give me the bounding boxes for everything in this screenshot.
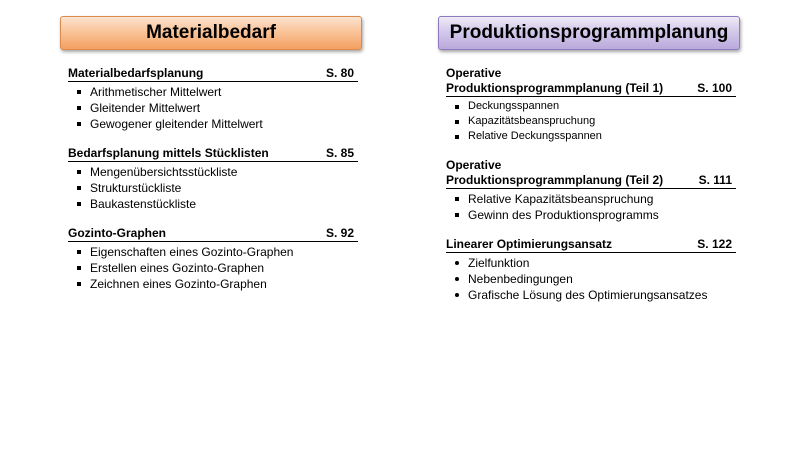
section-linearer-optimierungsansatz bbox=[446, 237, 736, 303]
list-item-text: Deckungsspannen bbox=[468, 100, 560, 112]
square-bullet-icon bbox=[455, 105, 459, 109]
list-item bbox=[68, 196, 358, 212]
list-item-text: Arithmetischer Mittelwert bbox=[90, 85, 222, 99]
list-item bbox=[446, 99, 736, 114]
section-title: Produktionsprogrammplanung (Teil 1) bbox=[446, 81, 664, 95]
section-heading bbox=[68, 226, 358, 242]
list-item bbox=[68, 244, 358, 260]
list-item-text: Gewinn des Produktionsprogramms bbox=[468, 208, 659, 222]
section-page: S. 100 bbox=[697, 81, 732, 95]
section-operative-teil-1 bbox=[446, 66, 736, 144]
list-item-text: Strukturstückliste bbox=[90, 181, 182, 195]
section-page: S. 80 bbox=[325, 66, 354, 80]
square-bullet-icon bbox=[455, 197, 459, 201]
header-materialbedarf-label: Materialbedarf bbox=[146, 22, 276, 43]
round-bullet-icon bbox=[455, 293, 459, 297]
section-heading bbox=[446, 237, 736, 253]
list-item-text: Gewogener gleitender Mittelwert bbox=[90, 117, 263, 131]
round-bullet-icon bbox=[455, 261, 459, 265]
list-item-text: Eigenschaften eines Gozinto-Graphen bbox=[90, 245, 294, 259]
list-item-text: Gleitender Mittelwert bbox=[90, 101, 201, 115]
list-item-text: Nebenbedingungen bbox=[468, 272, 573, 286]
square-bullet-icon bbox=[77, 186, 81, 190]
list-item bbox=[68, 100, 358, 116]
list-item bbox=[68, 180, 358, 196]
square-bullet-icon bbox=[77, 202, 81, 206]
section-title: Produktionsprogrammplanung (Teil 2) bbox=[446, 173, 664, 187]
list-item-text: Zeichnen eines Gozinto-Graphen bbox=[90, 277, 267, 291]
square-bullet-icon bbox=[77, 170, 81, 174]
section-bedarfsplanung-stuecklisten bbox=[68, 146, 358, 212]
section-page: S. 85 bbox=[325, 146, 354, 160]
square-bullet-icon bbox=[77, 266, 81, 270]
list-item-text: Relative Deckungsspannen bbox=[468, 130, 602, 142]
square-bullet-icon bbox=[455, 120, 459, 124]
list-item bbox=[446, 129, 736, 144]
header-produktionsprogrammplanung bbox=[438, 16, 740, 50]
section-page: S. 122 bbox=[697, 237, 732, 251]
section-pre-title: Operative bbox=[446, 66, 502, 80]
section-heading bbox=[446, 81, 736, 97]
list-item-text: Zielfunktion bbox=[468, 256, 530, 270]
section-gozinto-graphen bbox=[68, 226, 358, 292]
round-bullet-icon bbox=[455, 277, 459, 281]
square-bullet-icon bbox=[77, 122, 81, 126]
list-item bbox=[446, 287, 736, 303]
list-item bbox=[446, 255, 736, 271]
list-item bbox=[446, 207, 736, 223]
list-item bbox=[68, 260, 358, 276]
section-title: Bedarfsplanung mittels Stücklisten bbox=[68, 146, 269, 160]
square-bullet-icon bbox=[455, 135, 459, 139]
square-bullet-icon bbox=[77, 90, 81, 94]
list-item bbox=[446, 114, 736, 129]
item-list bbox=[68, 84, 358, 132]
section-heading bbox=[68, 146, 358, 162]
item-list bbox=[68, 164, 358, 212]
list-item-text: Baukastenstückliste bbox=[90, 197, 197, 211]
section-page: S. 92 bbox=[325, 226, 354, 240]
list-item bbox=[446, 271, 736, 287]
item-list bbox=[446, 99, 736, 144]
section-title: Materialbedarfsplanung bbox=[68, 66, 204, 80]
list-item bbox=[68, 164, 358, 180]
list-item-text: Mengenübersichtsstückliste bbox=[90, 165, 238, 179]
section-pre-title: Operative bbox=[446, 158, 502, 172]
section-title: Gozinto-Graphen bbox=[68, 226, 166, 240]
section-heading bbox=[68, 66, 358, 82]
section-title: Linearer Optimierungsansatz bbox=[446, 237, 613, 251]
section-heading bbox=[446, 173, 736, 189]
list-item bbox=[68, 276, 358, 292]
square-bullet-icon bbox=[455, 213, 459, 217]
header-materialbedarf bbox=[60, 16, 362, 50]
section-page: S. 111 bbox=[698, 173, 732, 187]
section-materialbedarfsplanung bbox=[68, 66, 358, 132]
list-item bbox=[68, 116, 358, 132]
list-item-text: Kapazitätsbeanspruchung bbox=[468, 115, 596, 127]
item-list bbox=[446, 255, 736, 303]
right-column bbox=[446, 66, 736, 317]
square-bullet-icon bbox=[77, 282, 81, 286]
item-list bbox=[68, 244, 358, 292]
item-list bbox=[446, 191, 736, 223]
header-produktionsprogrammplanung-label: Produktionsprogrammplanung bbox=[449, 22, 729, 43]
list-item bbox=[68, 84, 358, 100]
list-item-text: Relative Kapazitätsbeanspruchung bbox=[468, 192, 654, 206]
list-item-text: Erstellen eines Gozinto-Graphen bbox=[90, 261, 265, 275]
left-column bbox=[68, 66, 358, 306]
section-operative-teil-2 bbox=[446, 158, 736, 223]
square-bullet-icon bbox=[77, 250, 81, 254]
list-item bbox=[446, 191, 736, 207]
list-item-text: Grafische Lösung des Optimierungsansatzes bbox=[468, 288, 708, 302]
square-bullet-icon bbox=[77, 106, 81, 110]
